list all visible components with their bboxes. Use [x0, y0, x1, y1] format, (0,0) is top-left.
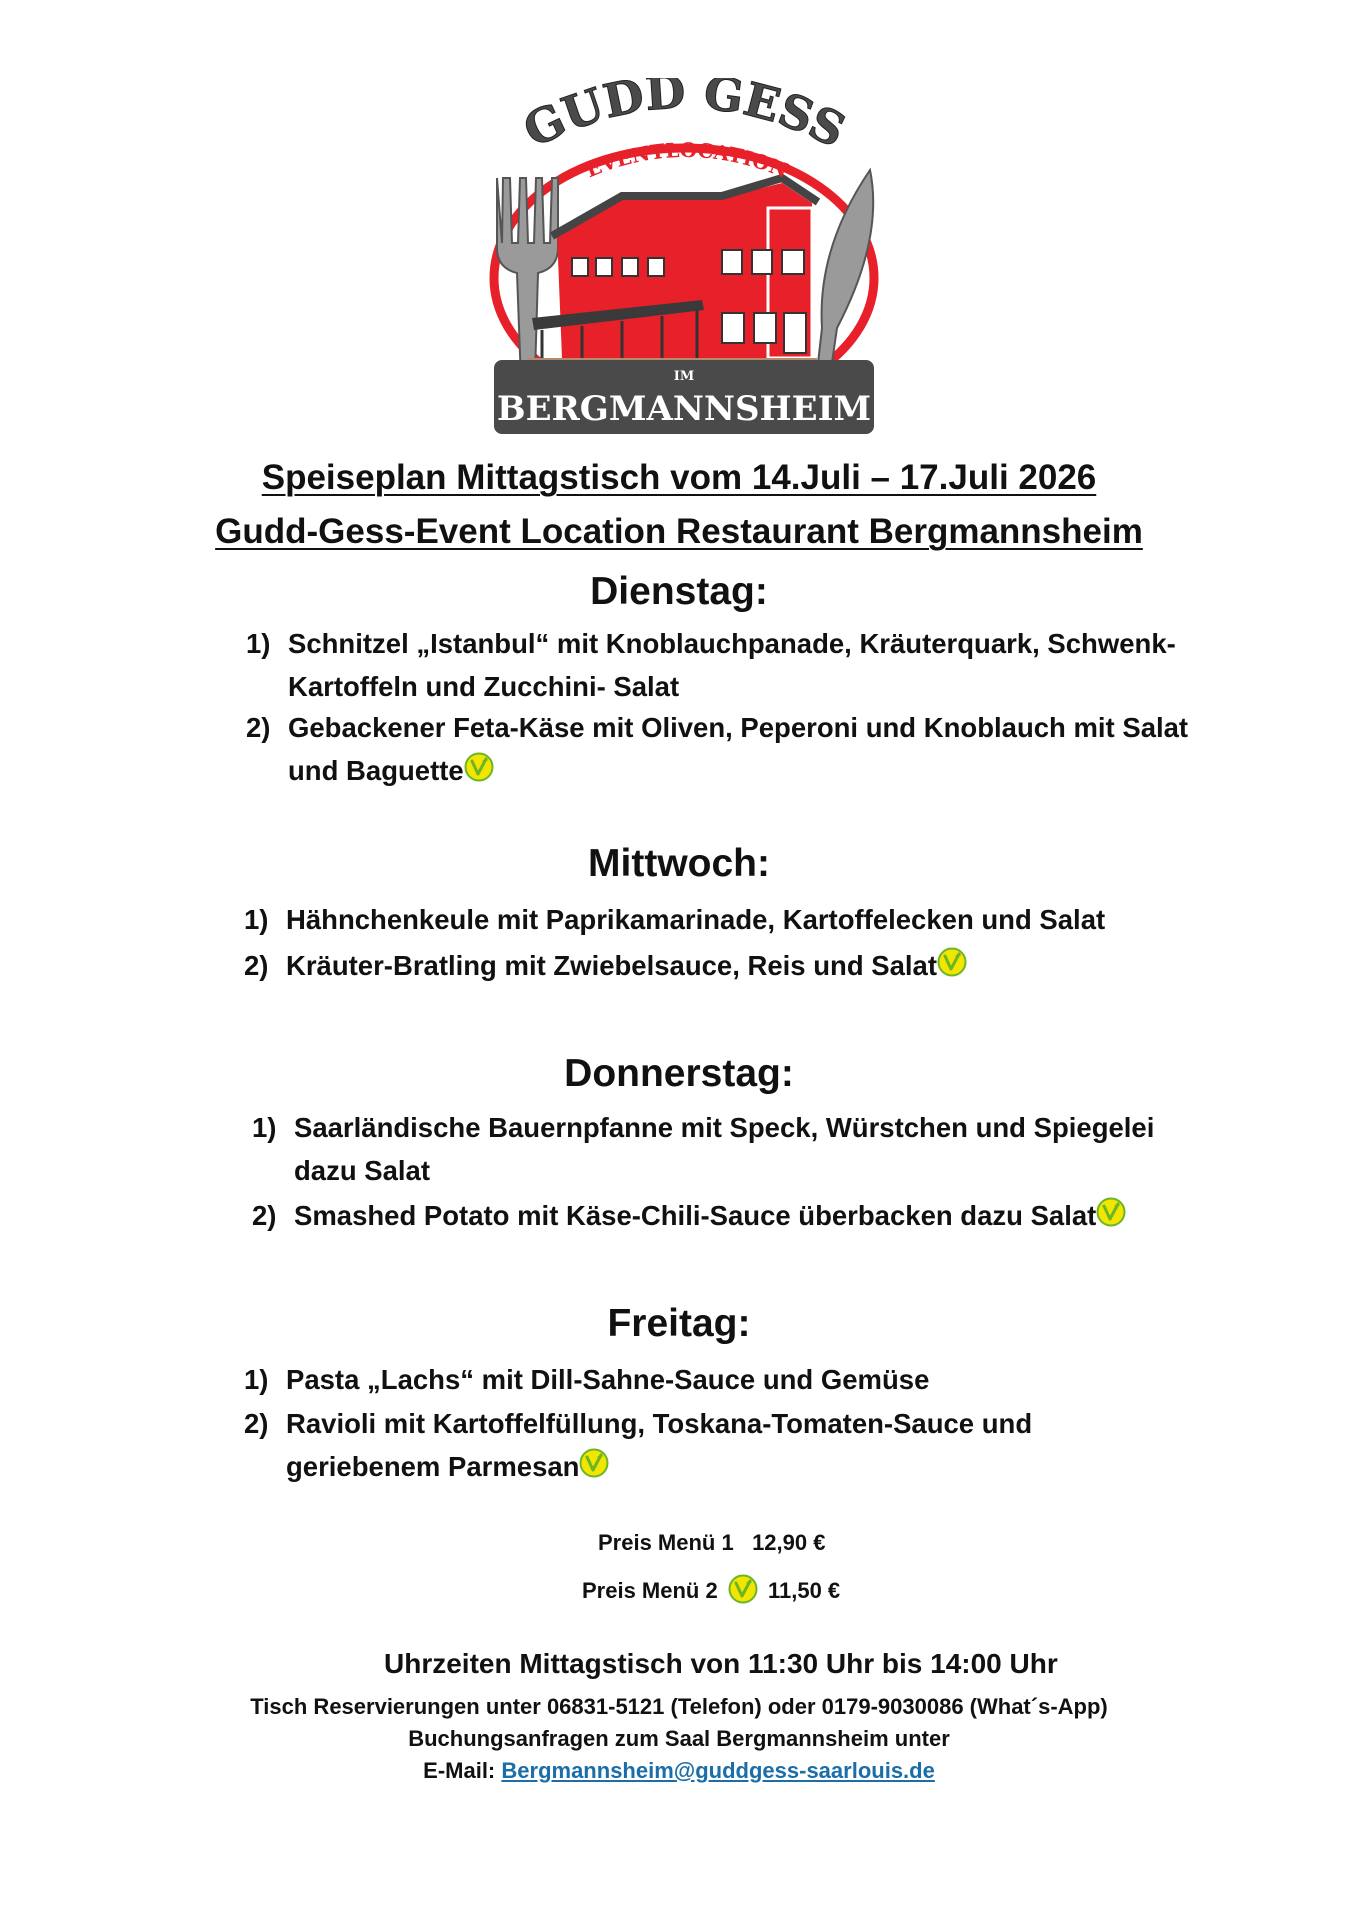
vegetarian-v-icon [579, 1447, 609, 1477]
list-item [246, 706, 1188, 792]
list-item [246, 622, 1176, 708]
list-item [252, 1194, 1126, 1237]
item-text: geriebenem Parmesan [286, 1451, 580, 1482]
logo-im: IM [673, 369, 695, 384]
item-text: Schnitzel „Istanbul“ mit Knoblauchpanade, Kräuterquark, Schwenk- [288, 628, 1176, 659]
email-link[interactable]: Bergmannsheim@guddgess-saarlouis.de [501, 1758, 935, 1783]
price-value: 11,50 € [767, 1578, 841, 1603]
price-label: Preis Menü 1 [598, 1530, 734, 1555]
item-number: 1) [246, 628, 271, 659]
item-number: 1) [244, 1364, 269, 1395]
list-item [244, 1358, 929, 1401]
item-text: dazu Salat [294, 1155, 431, 1186]
item-number: 1) [244, 904, 269, 935]
logo-name-bottom: BERGMANNSHEIM [496, 389, 872, 429]
item-text: Hähnchenkeule mit Paprikamarinade, Kartoffelecken und Salat [286, 904, 1106, 935]
day-title-freitag: Freitag: [607, 1302, 751, 1345]
vegetarian-v-icon [1096, 1196, 1126, 1226]
item-number: 2) [244, 950, 269, 981]
item-number: 2) [246, 712, 271, 743]
menu-title: Speiseplan Mittagstisch vom 14.Juli – 17.Juli 2026 [261, 458, 1097, 497]
item-text: Gebackener Feta-Käse mit Oliven, Peperoni und Knoblauch mit Salat [288, 712, 1189, 743]
item-text: Kartoffeln und Zucchini- Salat [288, 671, 680, 702]
logo-subtitle: EVENTLOCATION [582, 137, 792, 183]
day-title-donnerstag: Donnerstag: [564, 1052, 794, 1095]
email-line [0, 1758, 1358, 1784]
item-text: und Baguette [288, 755, 464, 786]
item-number: 1) [252, 1112, 277, 1143]
day-title-dienstag: Dienstag: [590, 570, 768, 613]
list-item [244, 944, 967, 987]
item-text: Ravioli mit Kartoffelfüllung, Toskana-Tomaten-Sauce und [286, 1408, 1033, 1439]
item-number: 2) [252, 1200, 277, 1231]
logo [472, 78, 896, 456]
email-label: E-Mail: [423, 1758, 496, 1783]
logo-graphic [472, 78, 896, 456]
item-text: Pasta „Lachs“ mit Dill-Sahne-Sauce und Gemüse [286, 1364, 930, 1395]
item-text: Smashed Potato mit Käse-Chili-Sauce überbacken dazu Salat [294, 1200, 1097, 1231]
price-menu-1 [598, 1530, 825, 1556]
opening-hours: Uhrzeiten Mittagstisch von 11:30 Uhr bis 14:00 Uhr [384, 1648, 1058, 1679]
booking-info: Buchungsanfragen zum Saal Bergmannsheim unter [408, 1726, 950, 1751]
item-number: 2) [244, 1408, 269, 1439]
vegetarian-v-icon [937, 946, 967, 976]
list-item [244, 1402, 1032, 1488]
vegetarian-v-icon [464, 751, 494, 781]
day-title-mittwoch: Mittwoch: [588, 842, 770, 885]
item-text: Kräuter-Bratling mit Zwiebelsauce, Reis und Salat [286, 950, 937, 981]
price-label: Preis Menü 2 [582, 1578, 718, 1603]
item-text: Saarländische Bauernpfanne mit Speck, Würstchen und Spiegelei [294, 1112, 1155, 1143]
reservation-info: Tisch Reservierungen unter 06831-5121 (Telefon) oder 0179-9030086 (What´s-App) [250, 1694, 1108, 1719]
list-item [252, 1106, 1154, 1192]
logo-name-top: GUDD GESS [515, 78, 854, 158]
restaurant-title: Gudd-Gess-Event Location Restaurant Bergmannsheim [215, 512, 1143, 551]
price-menu-2 [582, 1574, 840, 1604]
vegetarian-v-icon [728, 1574, 758, 1604]
list-item [244, 898, 1105, 941]
price-value: 12,90 € [752, 1530, 826, 1555]
